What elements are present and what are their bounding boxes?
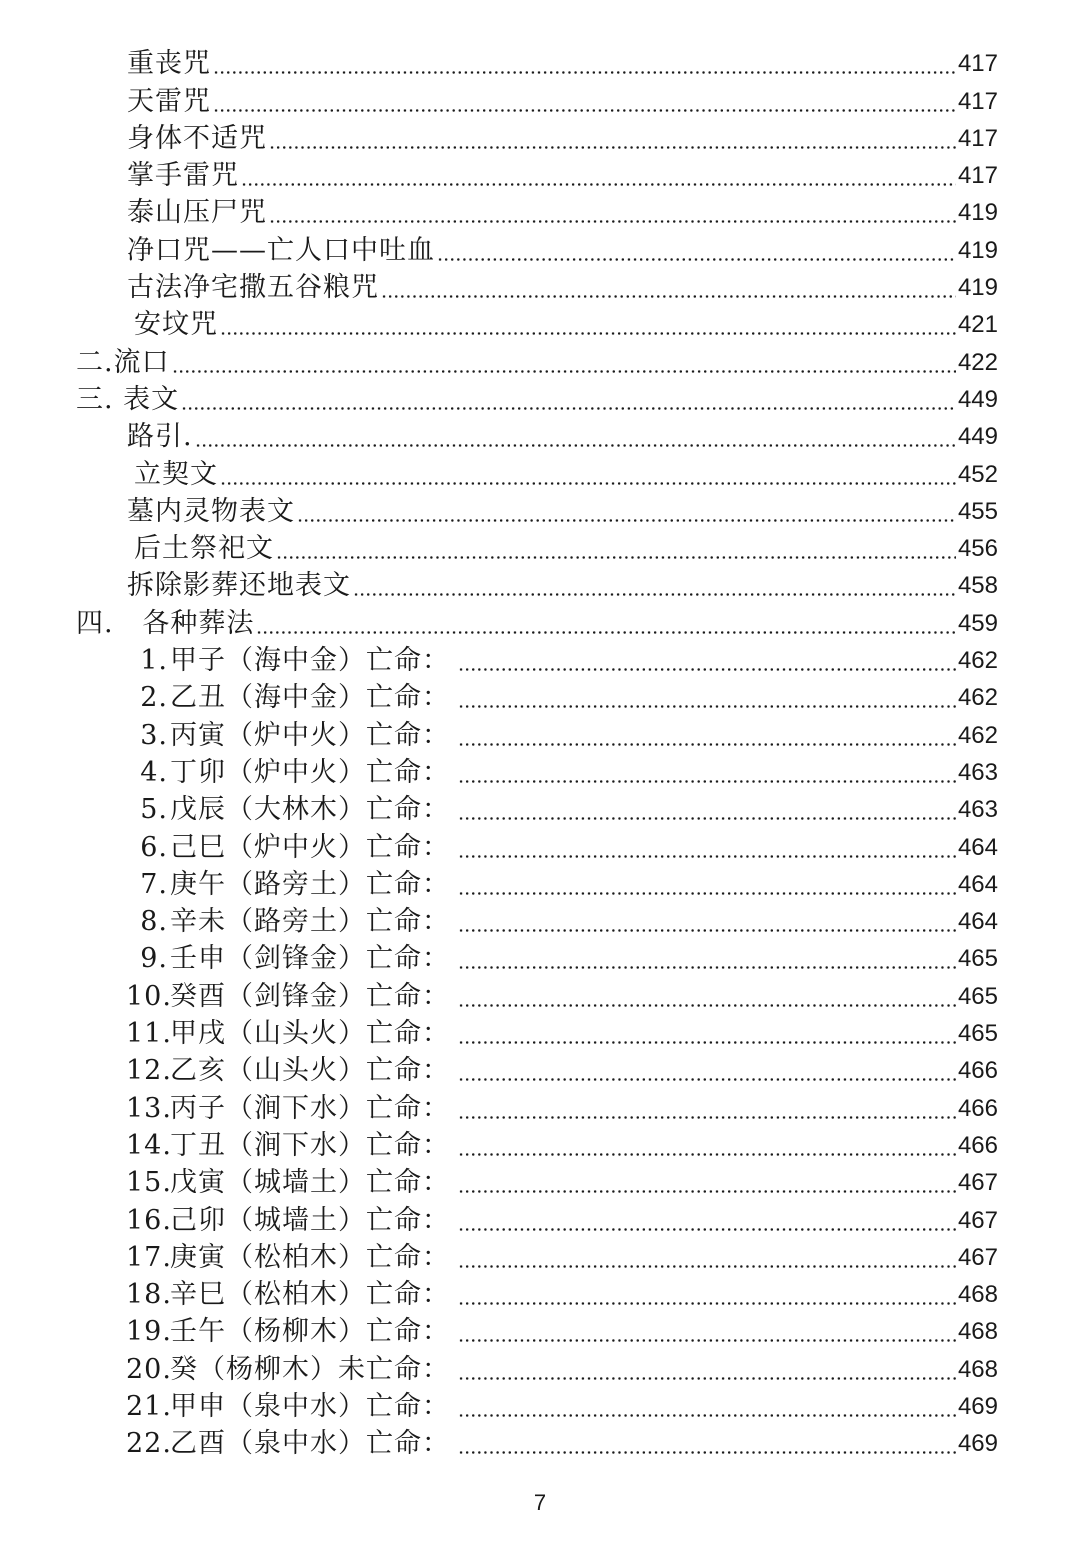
- toc-entry-number: 1.: [140, 645, 168, 677]
- toc-entry-number: 9.: [140, 943, 168, 975]
- toc-entry-page: 417: [957, 50, 998, 78]
- toc-entry-page: 465: [957, 982, 998, 1010]
- toc-entry-burial[interactable]: [0, 1051, 1080, 1088]
- toc-entry-burial[interactable]: [0, 1014, 1080, 1051]
- toc-entry-title: 墓内灵物表文: [127, 495, 295, 527]
- toc-entry-title: [126, 681, 450, 715]
- toc-entry-text: 戊寅（城墙土）亡命：: [170, 1167, 450, 1199]
- toc-entry-page: 452: [957, 460, 998, 488]
- toc-entry-title: [126, 1092, 450, 1126]
- toc-entry-page: 467: [957, 1169, 998, 1197]
- dot-leader: [456, 1241, 958, 1275]
- burial-method-list: [0, 641, 1080, 1462]
- toc-entry-burial[interactable]: [0, 865, 1080, 902]
- toc-entry-text: 己巳（炉中火）亡命：: [170, 831, 450, 863]
- toc-entry-page: 462: [957, 721, 998, 749]
- toc-entry-page: 456: [957, 535, 998, 563]
- toc-entry-burial[interactable]: [0, 1349, 1080, 1386]
- toc-section-page: 459: [957, 609, 998, 637]
- toc-entry-text: 甲戌（山头火）亡命：: [170, 1018, 450, 1050]
- toc-entry-title: [126, 1129, 450, 1163]
- toc-entry-text: 戊辰（大林木）亡命：: [170, 794, 450, 826]
- toc-entry-burial[interactable]: [0, 902, 1080, 939]
- toc-entry-number: 20.: [126, 1353, 172, 1385]
- toc-section-page: 449: [957, 385, 998, 413]
- toc-entry-number: 17.: [126, 1241, 172, 1273]
- toc-entry-title: [126, 1353, 450, 1387]
- toc-entry-text: 己卯（城墙土）亡命：: [170, 1204, 450, 1236]
- toc-entry-number: 18.: [126, 1279, 172, 1311]
- toc-entry[interactable]: [0, 81, 1080, 118]
- toc-entry[interactable]: [0, 305, 1080, 342]
- toc-entry-burial[interactable]: [0, 939, 1080, 976]
- toc-entry-number: 8.: [140, 906, 168, 938]
- toc-entry-text: 甲子（海中金）亡命：: [170, 645, 450, 677]
- toc-entry-burial[interactable]: [0, 790, 1080, 827]
- toc-entry-title: [126, 1241, 450, 1275]
- dot-leader: [456, 1204, 958, 1238]
- toc-entry-page: 417: [957, 87, 998, 115]
- toc-entry-burial[interactable]: [0, 1238, 1080, 1275]
- toc-entry-burial[interactable]: [0, 715, 1080, 752]
- toc-entry-text: 甲申（泉中水）亡命：: [170, 1390, 450, 1422]
- toc-entry-number: 14.: [126, 1129, 172, 1161]
- toc-entry-burial[interactable]: [0, 641, 1080, 678]
- toc-entry-title: [126, 1278, 450, 1312]
- toc-entry-page: 417: [957, 124, 998, 152]
- toc-entry-number: 2.: [140, 682, 168, 714]
- dot-leader: [456, 1427, 958, 1461]
- dot-leader: [254, 607, 958, 641]
- toc-entry-number: 13.: [126, 1092, 172, 1124]
- toc-entry-title: 拆除影葬还地表文: [127, 570, 351, 602]
- toc-entry-title: 身体不适咒: [127, 122, 267, 154]
- toc-entry-title: [126, 1054, 450, 1088]
- toc-entry-burial[interactable]: [0, 827, 1080, 864]
- toc-entry-title: [126, 1390, 450, 1424]
- dot-leader: [351, 569, 958, 603]
- toc-entry-title: [126, 644, 450, 678]
- toc-entry-page: 465: [957, 945, 998, 973]
- toc-entry-title: 后土祭祀文: [134, 533, 274, 565]
- toc-entry-number: 11.: [126, 1018, 172, 1050]
- toc-entry-number: 10.: [126, 980, 172, 1012]
- toc-entry-text: 丁丑（涧下水）亡命：: [170, 1129, 450, 1161]
- dot-leader: [295, 495, 958, 529]
- toc-entry-title: [126, 1166, 450, 1200]
- dot-leader: [456, 1390, 958, 1424]
- toc-entry-number: 6.: [140, 831, 168, 863]
- dot-leader: [435, 234, 958, 268]
- dot-leader: [456, 1129, 958, 1163]
- dot-leader: [456, 793, 958, 827]
- dot-leader: [211, 47, 958, 81]
- toc-entry-text: 辛未（路旁土）亡命：: [170, 906, 450, 938]
- toc-entry[interactable]: [0, 454, 1080, 491]
- toc-entry-burial[interactable]: [0, 1163, 1080, 1200]
- toc-entry-page: 463: [957, 796, 998, 824]
- dot-leader: [456, 1353, 958, 1387]
- toc-entry-number: 21.: [126, 1390, 172, 1422]
- dot-leader: [456, 942, 958, 976]
- toc-entry-burial[interactable]: [0, 678, 1080, 715]
- dot-leader: [456, 681, 958, 715]
- toc-entry-number: 16.: [126, 1204, 172, 1236]
- toc-entry-text: 癸（杨柳木）未亡命：: [170, 1353, 450, 1385]
- toc-entry-text: 辛巳（松柏木）亡命：: [170, 1279, 450, 1311]
- toc-entry-title: [126, 905, 450, 939]
- toc-entry-number: 19.: [126, 1316, 172, 1348]
- dot-leader: [456, 1092, 958, 1126]
- dot-leader: [456, 719, 958, 753]
- toc-entry-page: 468: [957, 1355, 998, 1383]
- dot-leader: [456, 868, 958, 902]
- toc-entry-number: 22.: [126, 1428, 172, 1460]
- toc-entry-page: 466: [957, 1094, 998, 1122]
- toc-entry-page: 466: [957, 1131, 998, 1159]
- toc-entry-text: 庚午（路旁土）亡命：: [170, 868, 450, 900]
- toc-entry-text: 乙亥（山头火）亡命：: [170, 1055, 450, 1087]
- toc-entry-burial[interactable]: [0, 1126, 1080, 1163]
- toc-entry[interactable]: [0, 230, 1080, 267]
- toc-entry-text: 壬午（杨柳木）亡命：: [170, 1316, 450, 1348]
- toc-entry-text: 壬申（剑锋金）亡命：: [170, 943, 450, 975]
- toc-entry-page: 419: [957, 236, 998, 264]
- toc-entry-text: 乙酉（泉中水）亡命：: [170, 1428, 450, 1460]
- toc-entry[interactable]: [0, 193, 1080, 230]
- toc-entry-burial[interactable]: [0, 1424, 1080, 1461]
- toc-entry-burial[interactable]: [0, 1088, 1080, 1125]
- toc-section-entry[interactable]: [0, 603, 1080, 640]
- toc-entry-page: 467: [957, 1206, 998, 1234]
- toc-entry-title: 掌手雷咒: [127, 160, 239, 192]
- table-of-contents: [0, 44, 1080, 1461]
- toc-entry-title: 古法净宅撒五谷粮咒: [127, 272, 379, 304]
- toc-entry-page: 462: [957, 647, 998, 675]
- toc-entry[interactable]: [0, 156, 1080, 193]
- toc-entry-page: 467: [957, 1243, 998, 1271]
- toc-section-title: 四. 各种葬法: [76, 607, 255, 639]
- dot-leader: [170, 346, 958, 380]
- dot-leader: [267, 196, 958, 230]
- dot-leader: [456, 1315, 958, 1349]
- toc-entry[interactable]: [0, 119, 1080, 156]
- toc-entry-burial[interactable]: [0, 1200, 1080, 1237]
- toc-entry[interactable]: [0, 417, 1080, 454]
- page-number: 7: [533, 1490, 547, 1515]
- toc-entry-title: 净口咒——亡人口中吐血: [127, 234, 435, 266]
- toc-entry-page: 462: [957, 684, 998, 712]
- dot-leader: [211, 85, 958, 119]
- dot-leader: [218, 458, 958, 492]
- toc-entry-title: 重丧咒: [127, 48, 211, 80]
- toc-entry-page: 468: [957, 1281, 998, 1309]
- dot-leader: [456, 831, 958, 865]
- toc-entry-number: 5.: [140, 794, 168, 826]
- dot-leader: [456, 905, 958, 939]
- toc-entry[interactable]: [0, 566, 1080, 603]
- toc-entry-title: 路引.: [127, 421, 193, 453]
- toc-entry-page: 464: [957, 908, 998, 936]
- toc-section-entry[interactable]: [0, 380, 1080, 417]
- toc-entry-page: 449: [957, 423, 998, 451]
- toc-entry-title: [126, 1017, 450, 1051]
- toc-entry-page: 419: [957, 199, 998, 227]
- toc-entry-number: 4.: [140, 756, 168, 788]
- toc-entry-burial[interactable]: [0, 1387, 1080, 1424]
- toc-entry-burial[interactable]: [0, 753, 1080, 790]
- toc-entry-title: 安坟咒: [134, 309, 218, 341]
- toc-entry-page: 463: [957, 758, 998, 786]
- toc-entry-title: 泰山压尸咒: [127, 197, 267, 229]
- dot-leader: [456, 1017, 958, 1051]
- dot-leader: [456, 1278, 958, 1312]
- toc-entry[interactable]: [0, 529, 1080, 566]
- dot-leader: [179, 383, 958, 417]
- toc-section-page: 422: [957, 348, 998, 376]
- toc-entry-page: 468: [957, 1318, 998, 1346]
- toc-entry-page: 458: [957, 572, 998, 600]
- toc-entry-title: [126, 980, 450, 1014]
- toc-entry-page: 455: [957, 497, 998, 525]
- toc-entry-title: 立契文: [134, 458, 218, 490]
- toc-entry-number: 12.: [126, 1055, 172, 1087]
- toc-entry[interactable]: [0, 268, 1080, 305]
- toc-entry-title: 天雷咒: [127, 85, 211, 117]
- toc-entry-page: 417: [957, 162, 998, 190]
- dot-leader: [456, 756, 958, 790]
- dot-leader: [218, 308, 958, 342]
- toc-entry-page: 465: [957, 1020, 998, 1048]
- toc-entry-page: 469: [957, 1392, 998, 1420]
- dot-leader: [456, 644, 958, 678]
- toc-entry-title: [126, 719, 450, 753]
- toc-section-entry[interactable]: [0, 342, 1080, 379]
- toc-entry-page: 466: [957, 1057, 998, 1085]
- toc-entry-number: 3.: [140, 719, 168, 751]
- toc-entry-page: 464: [957, 870, 998, 898]
- toc-entry-page: 419: [957, 274, 998, 302]
- toc-entry-page: 464: [957, 833, 998, 861]
- toc-entry-text: 癸酉（剑锋金）亡命：: [170, 980, 450, 1012]
- toc-entry-title: [126, 831, 450, 865]
- toc-entry-number: 15.: [126, 1167, 172, 1199]
- dot-leader: [267, 122, 958, 156]
- toc-entry-title: [126, 1315, 450, 1349]
- toc-entry-page: 421: [957, 311, 998, 339]
- toc-entry-text: 丙子（涧下水）亡命：: [170, 1092, 450, 1124]
- toc-entry-title: [126, 1204, 450, 1238]
- toc-entry-number: 7.: [140, 868, 168, 900]
- dot-leader: [274, 532, 958, 566]
- toc-entry-page: 469: [957, 1430, 998, 1458]
- toc-entry-title: [126, 1427, 450, 1461]
- dot-leader: [456, 980, 958, 1014]
- dot-leader: [456, 1054, 958, 1088]
- toc-entry-burial[interactable]: [0, 976, 1080, 1013]
- toc-section-title: 三. 表文: [76, 383, 180, 415]
- toc-entry-burial[interactable]: [0, 1312, 1080, 1349]
- toc-entry[interactable]: [0, 492, 1080, 529]
- dot-leader: [379, 271, 958, 305]
- toc-entry[interactable]: [0, 44, 1080, 81]
- toc-entry-text: 庚寅（松柏木）亡命：: [170, 1241, 450, 1273]
- toc-entry-title: [126, 793, 450, 827]
- toc-section-title: 二.流口: [76, 346, 170, 378]
- toc-entry-text: 丁卯（炉中火）亡命：: [170, 756, 450, 788]
- toc-entry-title: [126, 868, 450, 902]
- toc-entry-title: [126, 942, 450, 976]
- dot-leader: [456, 1166, 958, 1200]
- toc-entry-title: [126, 756, 450, 790]
- dot-leader: [193, 420, 958, 454]
- toc-entry-text: 丙寅（炉中火）亡命：: [170, 719, 450, 751]
- toc-entry-text: 乙丑（海中金）亡命：: [170, 682, 450, 714]
- toc-entry-burial[interactable]: [0, 1275, 1080, 1312]
- dot-leader: [239, 159, 958, 193]
